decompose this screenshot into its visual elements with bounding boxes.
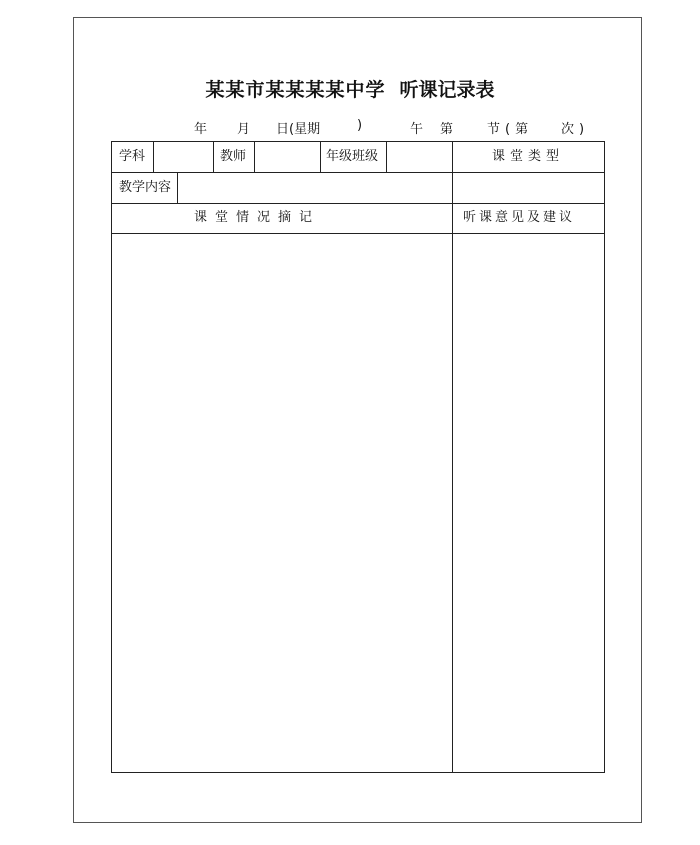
school-name: 某某市某某某某中学 — [205, 79, 386, 101]
subject-label: 学科 — [119, 149, 146, 164]
content-label: 教学内容 — [119, 180, 172, 195]
date-month-label: 月 — [237, 122, 251, 137]
period-wu-label: 午 — [410, 122, 424, 137]
column-divider — [320, 142, 321, 172]
column-divider — [213, 142, 214, 172]
teacher-field[interactable] — [255, 142, 320, 172]
subject-field[interactable] — [154, 142, 213, 172]
grade-class-field[interactable] — [387, 142, 452, 172]
date-year-label: 年 — [194, 122, 208, 137]
notes-area[interactable] — [112, 234, 452, 772]
record-table — [111, 141, 605, 773]
date-close-paren: ) — [357, 118, 363, 133]
feedback-header: 听课意见及建议 — [463, 210, 576, 225]
feedback-area[interactable] — [453, 234, 604, 772]
lesson-type-field[interactable] — [453, 173, 604, 203]
period-jie-label: 节(第 — [487, 122, 534, 137]
content-field[interactable] — [178, 173, 452, 203]
lesson-type-label: 课堂类型 — [492, 149, 565, 164]
notes-header: 课堂情况摘记 — [194, 210, 321, 225]
date-day-weekday-label: 日(星期 — [276, 122, 321, 137]
grade-class-label: 年级班级 — [326, 149, 379, 164]
teacher-label: 教师 — [220, 149, 247, 164]
row-divider — [112, 203, 604, 204]
period-ci-label: 次) — [561, 122, 590, 137]
form-title — [0, 75, 700, 102]
form-subtitle: 听课记录表 — [399, 79, 495, 101]
period-di-label: 第 — [440, 122, 454, 137]
